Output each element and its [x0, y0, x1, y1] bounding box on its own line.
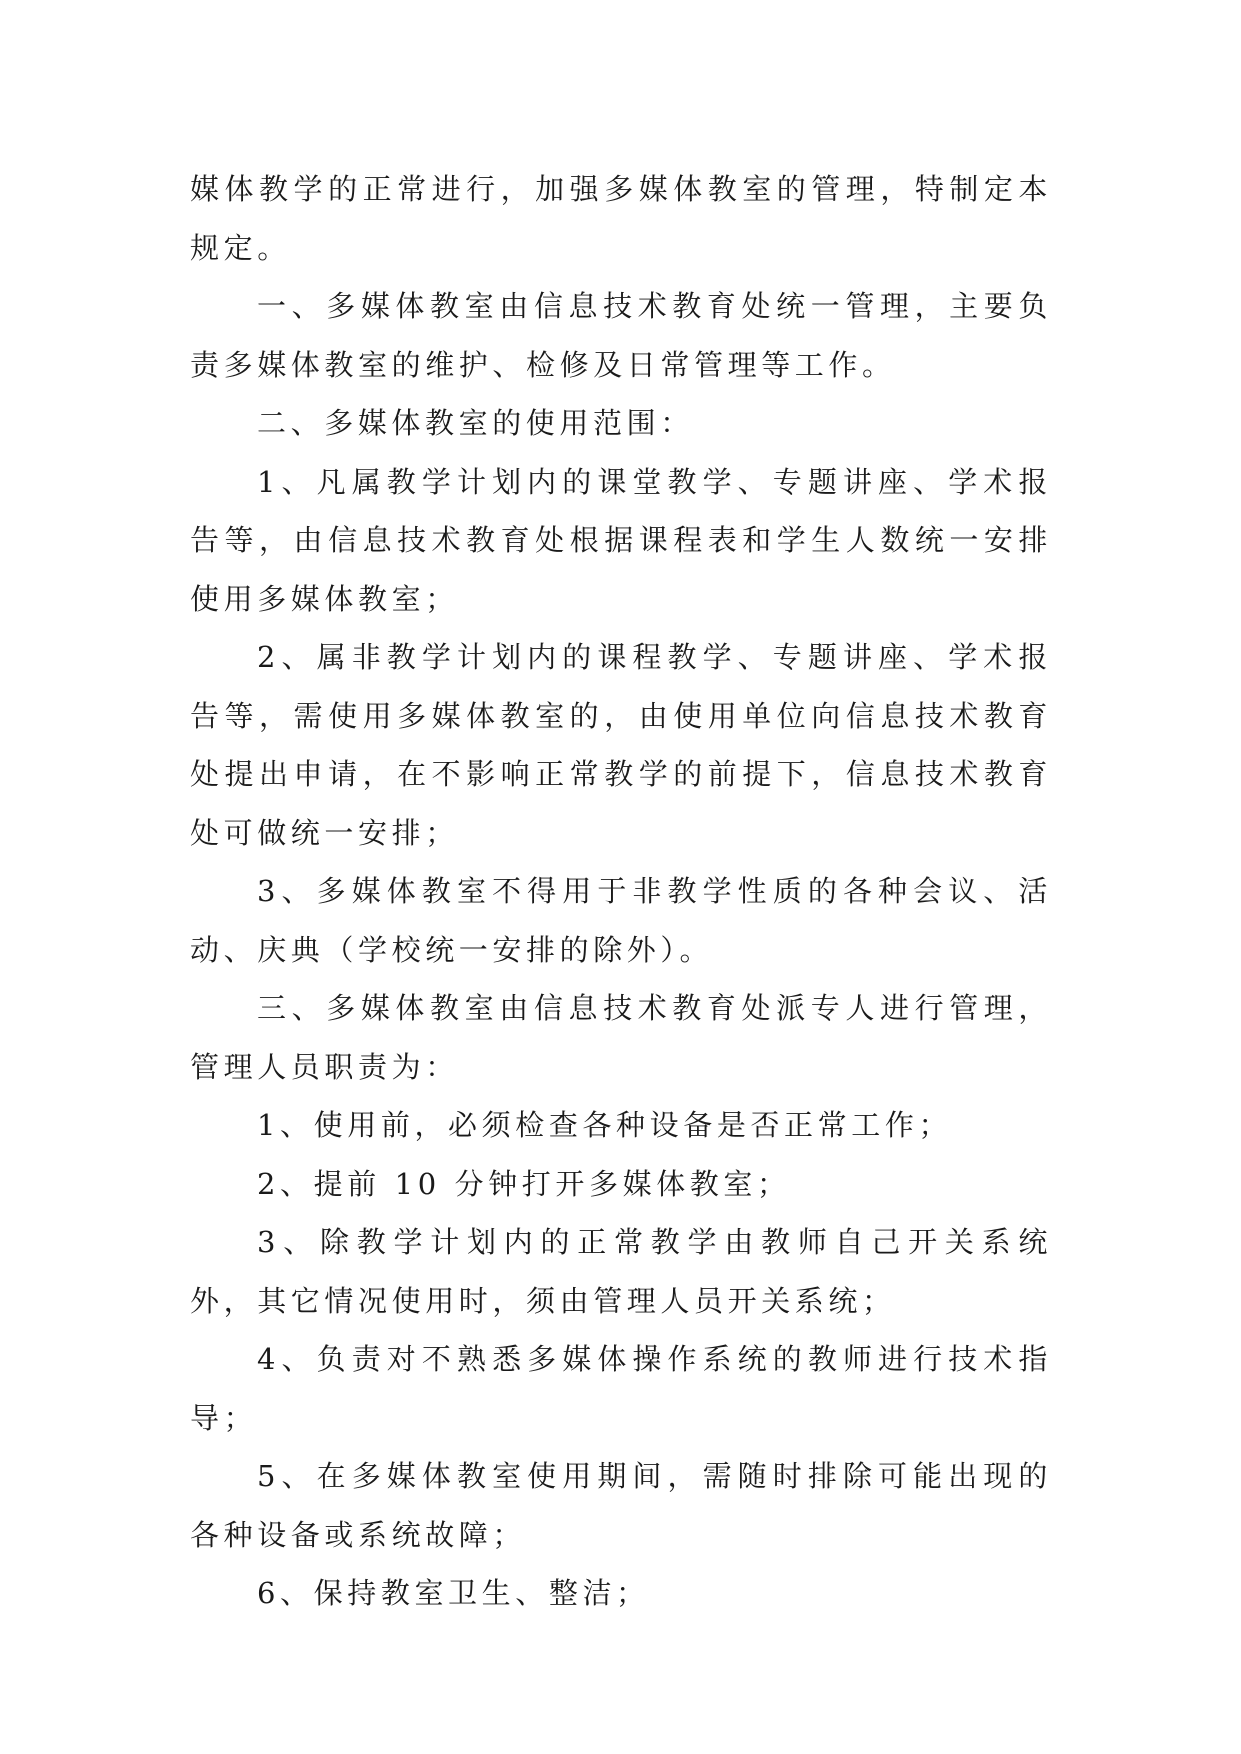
paragraph-intro-continuation: 媒体教学的正常进行，加强多媒体教室的管理，特制定本规定。 [190, 172, 1052, 265]
paragraph-section-three-item-2: 2、提前 10 分钟打开多媒体教室； [257, 1166, 791, 1201]
document-body [190, 160, 1052, 1623]
paragraph-section-one: 一、多媒体教室由信息技术教育处统一管理，主要负责多媒体教室的维护、检修及日常管理等工作。 [190, 289, 1052, 382]
paragraph-section-three-item-1: 1、使用前，必须检查各种设备是否正常工作； [257, 1108, 953, 1142]
paragraph-section-two-item-1: 1、凡属教学计划内的课堂教学、专题讲座、学术报告等，由信息技术教育处根据课程表和学生人数统一安排使用多媒体教室； [190, 464, 1052, 616]
paragraph-section-three-heading: 三、多媒体教室由信息技术教育处派专人进行管理，管理人员职责为： [190, 991, 1052, 1084]
paragraph-section-two-item-2: 2、属非教学计划内的课程教学、专题讲座、学术报告等，需使用多媒体教室的，由使用单位向信息技术教育处提出申请，在不影响正常教学的前提下，信息技术教育处可做统一安排； [190, 640, 1052, 850]
paragraph-section-two-item-3: 3、多媒体教室不得用于非教学性质的各种会议、活动、庆典（学校统一安排的除外）。 [190, 874, 1052, 967]
paragraph-section-three-item-6: 6、保持教室卫生、整洁； [257, 1576, 650, 1610]
paragraph-section-three-item-5: 5、在多媒体教室使用期间，需随时排除可能出现的各种设备或系统故障； [190, 1459, 1052, 1552]
paragraph-section-three-item-4: 4、负责对不熟悉多媒体操作系统的教师进行技术指导； [190, 1342, 1052, 1435]
paragraph-section-three-item-3: 3、除教学计划内的正常教学由教师自己开关系统外，其它情况使用时，须由管理人员开关系统； [190, 1225, 1052, 1318]
paragraph-section-two-heading: 二、多媒体教室的使用范围： [257, 406, 694, 440]
